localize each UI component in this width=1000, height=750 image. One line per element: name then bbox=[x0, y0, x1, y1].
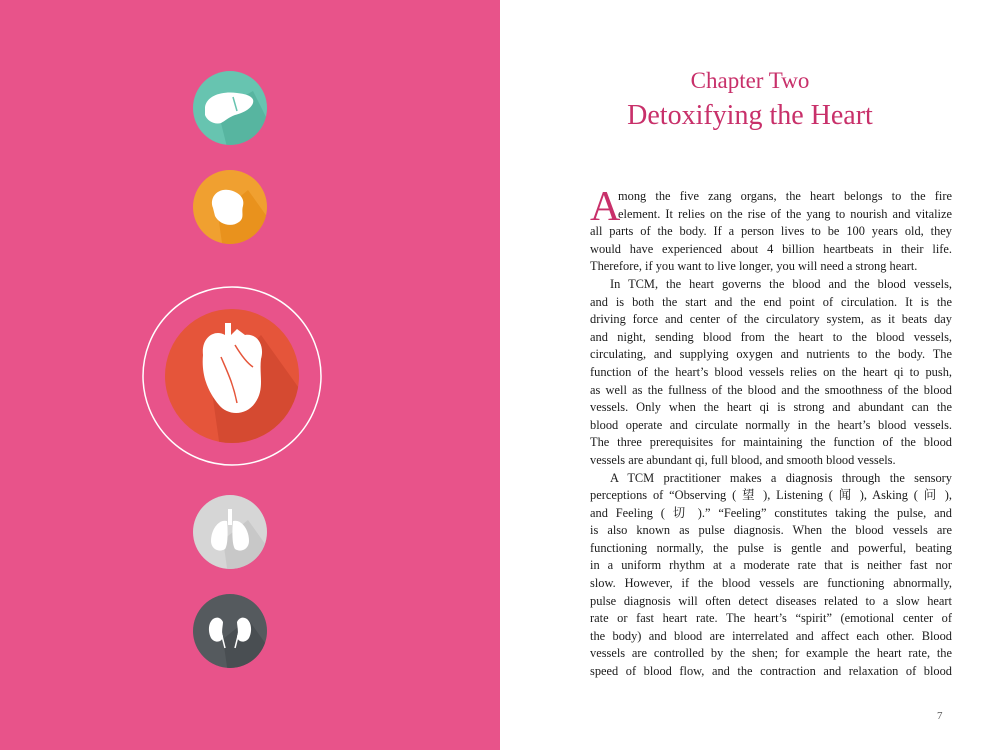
text-line: In TCM, the heart governs the blood and the blood vessels, bbox=[610, 276, 952, 291]
liver-icon bbox=[193, 71, 273, 151]
text-line: function of the heart’s blood vessels relies on the heart qi to push, bbox=[590, 364, 952, 379]
text-line: all parts of the body. If a person lives to be 100 years old, they bbox=[590, 224, 952, 239]
text-line: is also known as pulse diagnosis. When the blood vessels are bbox=[590, 523, 952, 538]
text-line: the body) and blood are interrelated and affect each other. Blood bbox=[590, 628, 952, 643]
text-line: as well as the fullness of the blood and the smoothness of the blood bbox=[590, 382, 952, 397]
text-line: and is both the start and the end point of circulation. It is the bbox=[590, 294, 952, 309]
kidneys-icon bbox=[193, 594, 273, 674]
text-line: slow. However, if the blood vessels are functioning abnormally, bbox=[590, 576, 952, 591]
page-number: 7 bbox=[937, 710, 943, 722]
text-line: circulating, and supplying oxygen and nutrients to the body. The bbox=[590, 347, 952, 362]
body-text bbox=[590, 184, 952, 681]
drop-cap: A bbox=[590, 184, 621, 230]
text-line: Therefore, if you want to live longer, you will need a strong heart. bbox=[590, 259, 918, 274]
text-line: A TCM practitioner makes a diagnosis through the sensory bbox=[610, 470, 952, 485]
chapter-title: Detoxifying the Heart bbox=[627, 100, 873, 131]
text-line: vessels are controlled by the shen; for example the heart rate, the bbox=[590, 646, 952, 661]
text-line: functioning normally, the pulse is gentle and powerful, beating bbox=[590, 540, 952, 555]
text-line: in a uniform rhythm at a moderate rate that is neither fast nor bbox=[590, 558, 952, 573]
text-line: vessels are abundant qi, full blood, and smooth blood vessels. bbox=[590, 452, 896, 467]
text-line: blood operate and circulate normally in the heart’s blood vessels. bbox=[590, 417, 952, 432]
spleen-icon bbox=[193, 170, 273, 250]
text-line: mong the five zang organs, the heart belongs to the fire bbox=[618, 189, 952, 203]
lungs-icon bbox=[193, 495, 273, 575]
text-line: vessels. Only when the heart qi is strong and abundant can the bbox=[590, 400, 952, 415]
text-line: and night, sending blood from the heart to the blood vessels, bbox=[590, 329, 952, 344]
text-line: The three prerequisites for maintaining the function of the blood bbox=[590, 435, 952, 450]
heart-icon bbox=[141, 285, 323, 467]
text-line: rate or fast heart rate. The heart’s “spirit” (emotional center of bbox=[590, 611, 952, 626]
text-line: element. It relies on the rise of the yang to nourish and vitalize bbox=[618, 206, 952, 221]
chapter-number: Chapter Two bbox=[690, 68, 810, 93]
text-line: perceptions of “Observing ( 望 ), Listening ( 闻 ), Asking ( 问 ), bbox=[590, 488, 952, 503]
text-line: pulse diagnosis will often detect diseases related to a slow heart bbox=[590, 593, 952, 608]
text-line: would have experienced about 4 billion heartbeats in their life. bbox=[590, 241, 952, 256]
text-line: speed of blood flow, and the contraction and relaxation of blood bbox=[590, 664, 952, 679]
text-line: and Feeling ( 切 ).” “Feeling” constitutes taking the pulse, and bbox=[590, 505, 952, 520]
text-line: driving force and center of the circulatory system, as it beats day bbox=[590, 312, 952, 327]
